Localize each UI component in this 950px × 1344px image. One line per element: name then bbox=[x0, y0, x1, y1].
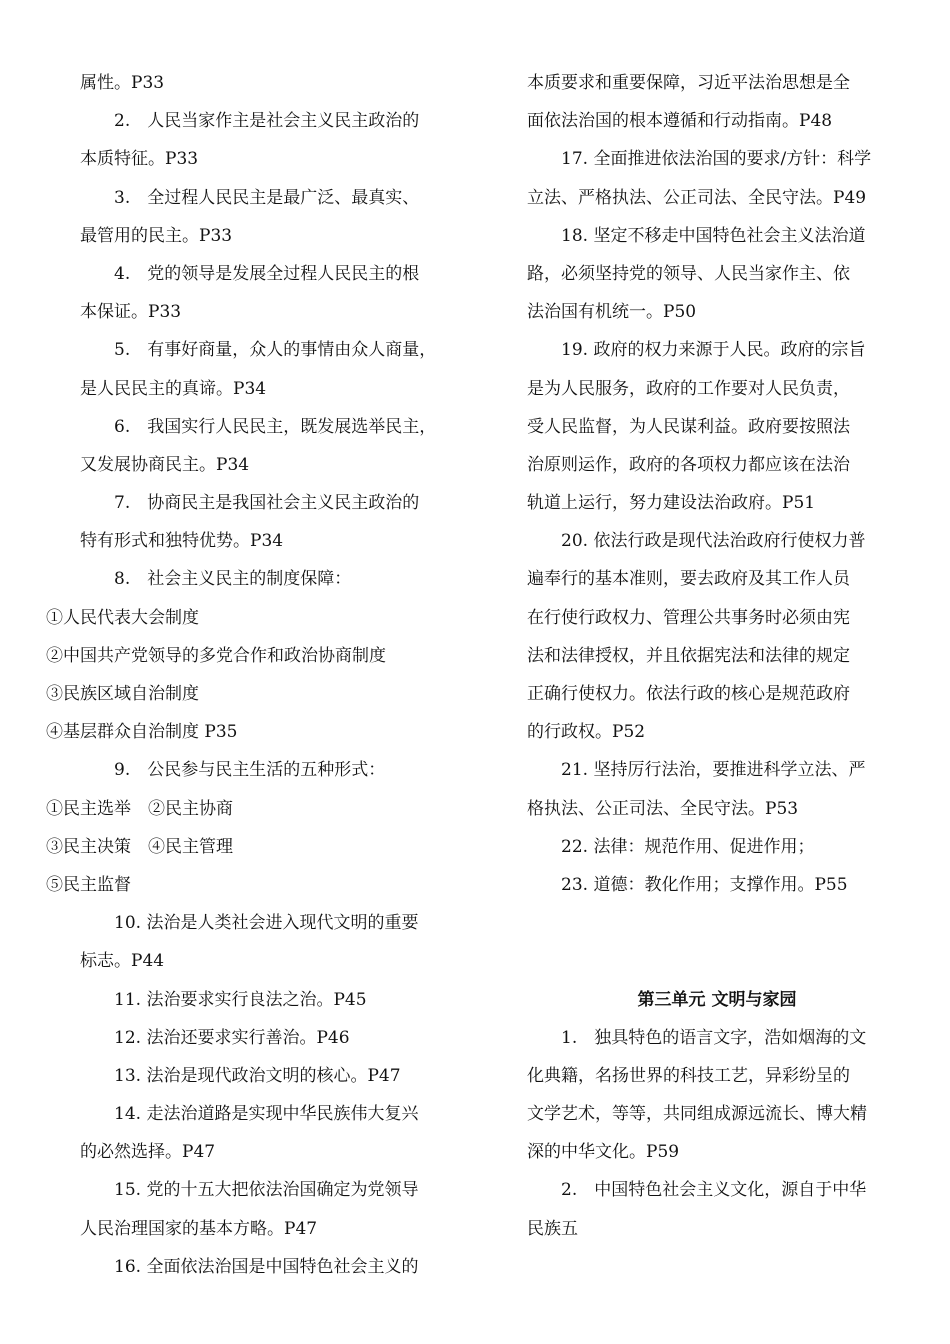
text-line: 最管用的民主。P33 bbox=[80, 225, 233, 246]
text-line: 18. 坚定不移走中国特色社会主义法治道 bbox=[561, 225, 866, 246]
text-line: 16. 全面依法治国是中国特色社会主义的 bbox=[114, 1256, 419, 1277]
text-line: ③民族区域自治制度 bbox=[46, 684, 199, 704]
text-line: 15. 党的十五大把依法治国确定为党领导 bbox=[114, 1180, 419, 1201]
text-line: ①人民代表大会制度 bbox=[46, 607, 199, 628]
text-line: 的行政权。P52 bbox=[527, 722, 646, 743]
text-line: 13. 法治是现代政治文明的核心。P47 bbox=[114, 1065, 401, 1086]
text-line: 4. 党的领导是发展全过程人民民主的根 bbox=[114, 263, 420, 284]
text-line: 深的中华文化。P59 bbox=[527, 1142, 680, 1163]
text-line: ③民主决策 ④民主管理 bbox=[46, 836, 233, 857]
text-line: 14. 走法治道路是实现中华民族伟大复兴 bbox=[114, 1104, 419, 1125]
text-line: 5. 有事好商量，众人的事情由众人商量， bbox=[114, 340, 437, 361]
text-line: 路，必须坚持党的领导、人民当家作主、依 bbox=[527, 263, 850, 284]
text-line: 标志。P44 bbox=[80, 951, 165, 972]
text-line: 格执法、公正司法、全民守法。P53 bbox=[527, 798, 799, 819]
text-line: ⑤民主监督 bbox=[46, 874, 131, 895]
text-line: 的必然选择。P47 bbox=[80, 1142, 216, 1163]
text-line: 在行使行政权力、管理公共事务时必须由宪 bbox=[527, 607, 850, 628]
text-line: 1. 独具特色的语言文字，浩如烟海的文 bbox=[561, 1027, 867, 1048]
text-line: 6. 我国实行人民民主，既发展选举民主， bbox=[114, 416, 437, 437]
text-line: 8. 社会主义民主的制度保障： bbox=[114, 569, 352, 590]
text-line: 17. 全面推进依法治国的要求/方针：科学 bbox=[561, 149, 872, 170]
text-line: 受人民监督，为人民谋利益。政府要按照法 bbox=[527, 416, 850, 437]
text-line: 特有形式和独特优势。P34 bbox=[80, 531, 284, 552]
text-line: 治原则运作，政府的各项权力都应该在法治 bbox=[527, 454, 850, 475]
text-line: 遍奉行的基本准则，要去政府及其工作人员 bbox=[527, 569, 850, 590]
text-line: 20. 依法行政是现代法治政府行使权力普 bbox=[561, 531, 866, 552]
text-line: 10. 法治是人类社会进入现代文明的重要 bbox=[114, 913, 419, 934]
text-line: 文学艺术，等等，共同组成源远流长、博大精 bbox=[527, 1104, 867, 1125]
text-line: 民族五 bbox=[527, 1218, 578, 1239]
text-line: 面依法治国的根本遵循和行动指南。P48 bbox=[527, 111, 833, 132]
text-line: 人民治理国家的基本方略。P47 bbox=[80, 1218, 318, 1239]
text-line: ②中国共产党领导的多党合作和政治协商制度 bbox=[46, 645, 386, 666]
left-column bbox=[46, 64, 466, 1286]
text-line: 是人民民主的真谛。P34 bbox=[80, 378, 267, 399]
text-line: 轨道上运行，努力建设法治政府。P51 bbox=[527, 493, 816, 514]
text-line: ④基层群众自治制度 P35 bbox=[46, 722, 238, 743]
text-line: 19. 政府的权力来源于人民。政府的宗旨 bbox=[561, 340, 866, 361]
section-heading: 第三单元 文明与家园 bbox=[637, 989, 797, 1010]
text-line: 本质要求和重要保障，习近平法治思想是全 bbox=[527, 73, 850, 93]
text-line: 7. 协商民主是我国社会主义民主政治的 bbox=[114, 493, 420, 514]
text-line: 12. 法治还要求实行善治。P46 bbox=[114, 1027, 350, 1048]
text-line: 法和法律授权，并且依据宪法和法律的规定 bbox=[527, 645, 850, 666]
text-line: 23. 道德：教化作用；支撑作用。P55 bbox=[561, 874, 848, 895]
text-line: 21. 坚持厉行法治，要推进科学立法、严 bbox=[561, 760, 866, 781]
text-line: 2. 人民当家作主是社会主义民主政治的 bbox=[114, 111, 420, 132]
text-line bbox=[527, 942, 907, 980]
text-line: 11. 法治要求实行良法之治。P45 bbox=[114, 989, 367, 1010]
text-line: 9. 公民参与民主生活的五种形式： bbox=[114, 760, 386, 781]
text-line: ①民主选举 ②民主协商 bbox=[46, 798, 233, 819]
text-line: 是为人民服务，政府的工作要对人民负责， bbox=[527, 378, 850, 399]
text-line: 2. 中国特色社会主义文化，源自于中华 bbox=[561, 1180, 867, 1201]
text-line: 又发展协商民主。P34 bbox=[80, 454, 250, 475]
text-line: 本质特征。P33 bbox=[80, 149, 199, 170]
right-column bbox=[527, 64, 907, 1248]
text-line bbox=[527, 904, 907, 942]
text-line: 化典籍，名扬世界的科技工艺，异彩纷呈的 bbox=[527, 1065, 850, 1086]
text-line: 22. 法律：规范作用、促进作用； bbox=[561, 836, 815, 857]
text-line: 法治国有机统一。P50 bbox=[527, 302, 697, 323]
text-line: 正确行使权力。依法行政的核心是规范政府 bbox=[527, 684, 850, 704]
text-line: 属性。P33 bbox=[80, 73, 165, 93]
text-line: 3. 全过程人民民主是最广泛、最真实、 bbox=[114, 187, 420, 208]
text-line: 立法、严格执法、公正司法、全民守法。P49 bbox=[527, 187, 867, 208]
text-line: 本保证。P33 bbox=[80, 302, 182, 323]
